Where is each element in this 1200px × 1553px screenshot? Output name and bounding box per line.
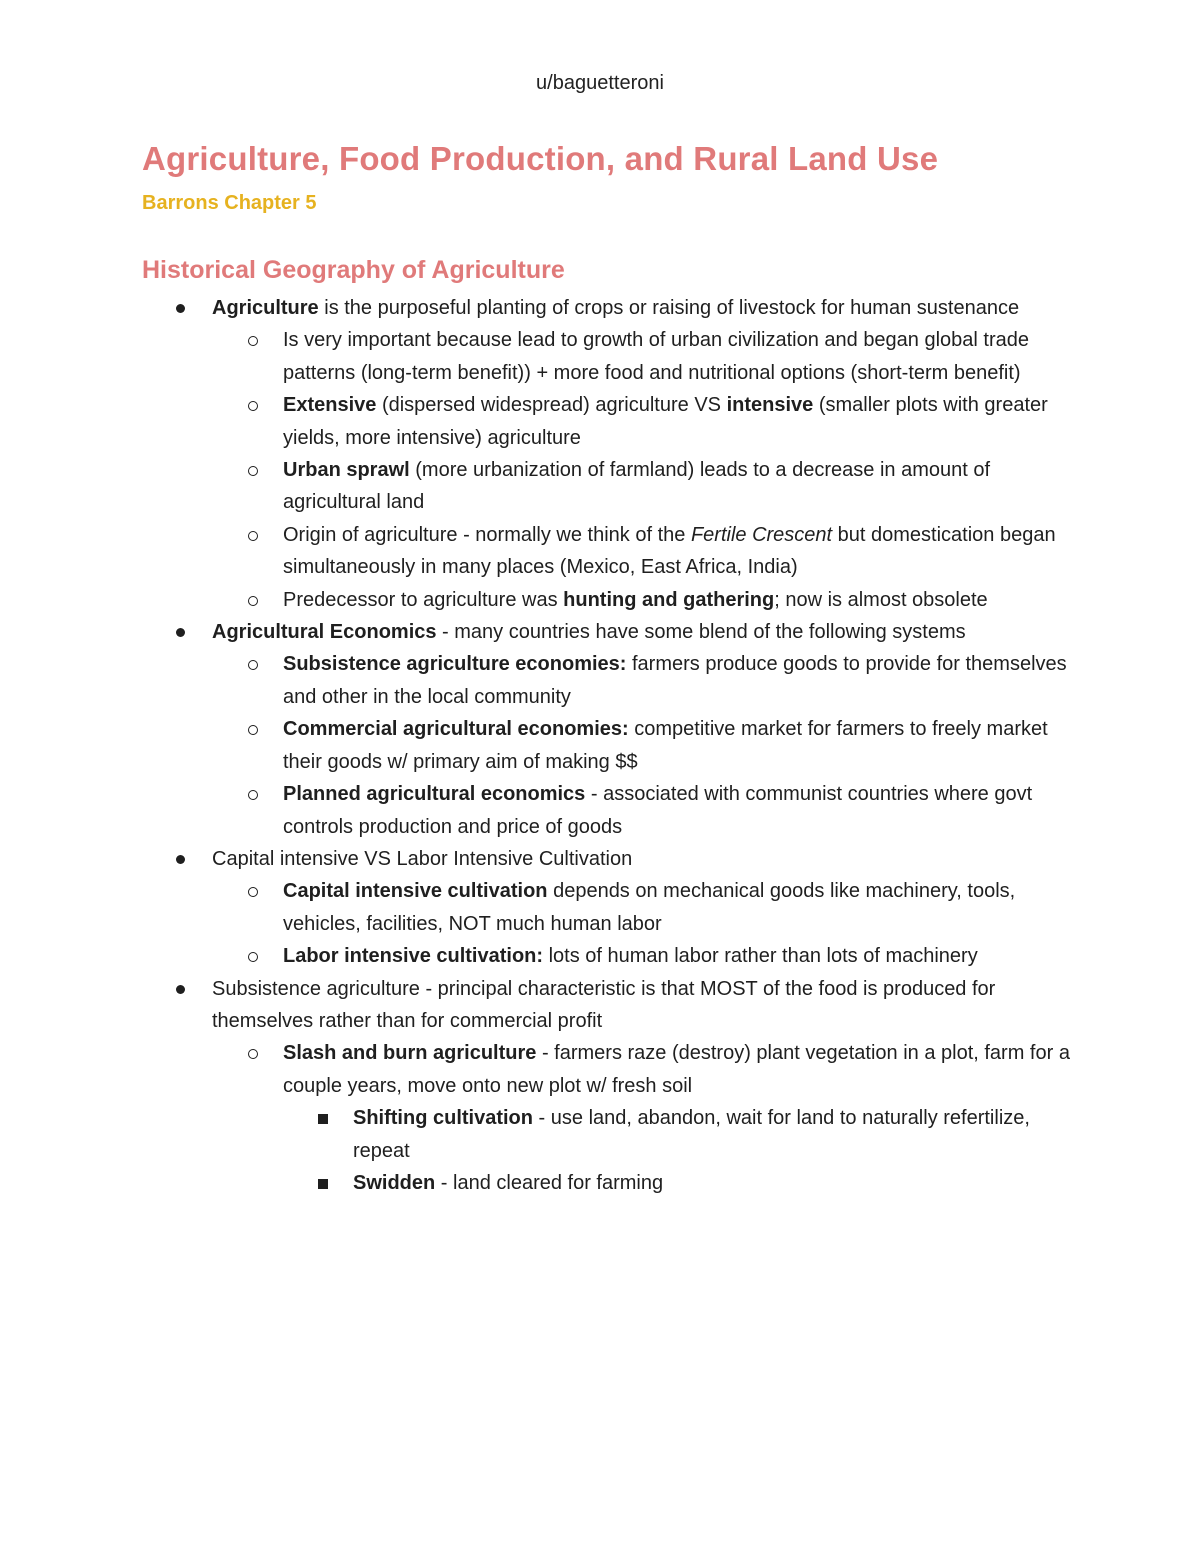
list-item-text: depends on mechanical goods like machinery, tools, vehicles, facilities, NOT much human labor [283,880,1016,935]
list-item [142,1167,1072,1199]
list-item-text: (smaller plots with greater yields, more intensive) agriculture [283,394,1048,449]
disc-icon [176,304,185,313]
list-item [142,389,1072,454]
bold-term: Capital intensive cultivation [283,880,548,903]
circle-icon [248,952,258,962]
disc-icon [176,628,185,637]
bold-term: Shifting cultivation [353,1107,533,1130]
disc-icon [176,855,185,864]
list-item-text: farmers produce goods to provide for themselves and other in the local community [283,653,1067,708]
list-item-text: is the purposeful planting of crops or raising of livestock for human sustenance [318,297,1020,319]
bold-term: Slash and burn agriculture [283,1042,537,1065]
list-item [142,1102,1072,1167]
list-item [142,1037,1072,1102]
list-item-text: ; now is almost obsolete [774,588,988,611]
list-item [142,519,1072,584]
list-item-text: - farmers raze (destroy) plant vegetation in a plot, farm for a couple years, move onto new plot w/ fresh soil [283,1042,1070,1097]
circle-icon [248,725,258,735]
document-subtitle: Barrons Chapter 5 [142,192,317,214]
list-item-text: competitive market for farmers to freely market their goods w/ primary aim of making $$ [283,718,1048,773]
list-item [142,778,1072,843]
list-item-text: - use land, abandon, wait for land to naturally refertilize, repeat [353,1107,1030,1162]
bold-term: hunting and gathering [563,588,775,611]
circle-icon [248,531,258,541]
list-item [142,292,1072,324]
bold-term: Agriculture [212,297,319,319]
bold-term: Planned agricultural economics [283,783,586,806]
bold-term: Subsistence agriculture economies: [283,653,627,676]
circle-icon [248,596,258,606]
page-header-author: u/baguetteroni [536,72,664,94]
bold-term: Agricultural Economics [212,621,437,644]
bold-term: Swidden [353,1171,436,1194]
list-item [142,713,1072,778]
list-item [142,940,1072,972]
circle-icon [248,336,258,346]
circle-icon [248,1049,258,1059]
list-item-text: Capital intensive VS Labor Intensive Cultivation [212,847,633,870]
square-icon [318,1114,328,1124]
list-item-text: Is very important because lead to growth of urban civilization and began global trade patterns (long-term benefit)) + more food and nutritional options (short-term benefit) [283,329,1030,384]
list-item [142,324,1072,389]
bold-term: Urban sprawl [283,459,410,482]
list-item [142,973,1072,1038]
list-item [142,584,1072,616]
bold-term: Commercial agricultural economies: [283,718,629,741]
bullet-list [142,292,1072,1199]
bold-term: Extensive [283,394,377,417]
list-item [142,843,1072,875]
list-item [142,454,1072,519]
circle-icon [248,660,258,670]
list-item-text: (dispersed widespread) agriculture VS [376,394,727,417]
list-item [142,648,1072,713]
list-item-text: Subsistence agriculture - principal characteristic is that MOST of the food is produced for themselves rather than for commercial profit [212,977,996,1032]
circle-icon [248,401,258,411]
disc-icon [176,985,185,994]
square-icon [318,1179,328,1189]
circle-icon [248,466,258,476]
list-item-text: but domestication began simultaneously in many places (Mexico, East Africa, India) [283,523,1056,579]
list-item [142,616,1072,648]
list-item-text: - associated with communist countries where govt controls production and price of goods [283,783,1033,838]
italic-term: Fertile Crescent [690,523,833,546]
circle-icon [248,887,258,897]
section-heading: Historical Geography of Agriculture [142,256,565,284]
bold-term: Labor intensive cultivation: [283,945,544,968]
list-item-text: lots of human labor rather than lots of machinery [543,945,978,968]
list-item-text: - land cleared for farming [435,1171,664,1194]
circle-icon [248,790,258,800]
list-item [142,875,1072,940]
list-item-text: - many countries have some blend of the following systems [436,621,966,644]
bold-term: intensive [726,394,814,417]
list-item-text: (more urbanization of farmland) leads to a decrease in amount of agricultural land [283,459,991,514]
list-item-text: Origin of agriculture - normally we think of the [283,523,691,546]
list-item-text: Predecessor to agriculture was [283,588,564,611]
document-title: Agriculture, Food Production, and Rural Land Use [142,140,939,177]
